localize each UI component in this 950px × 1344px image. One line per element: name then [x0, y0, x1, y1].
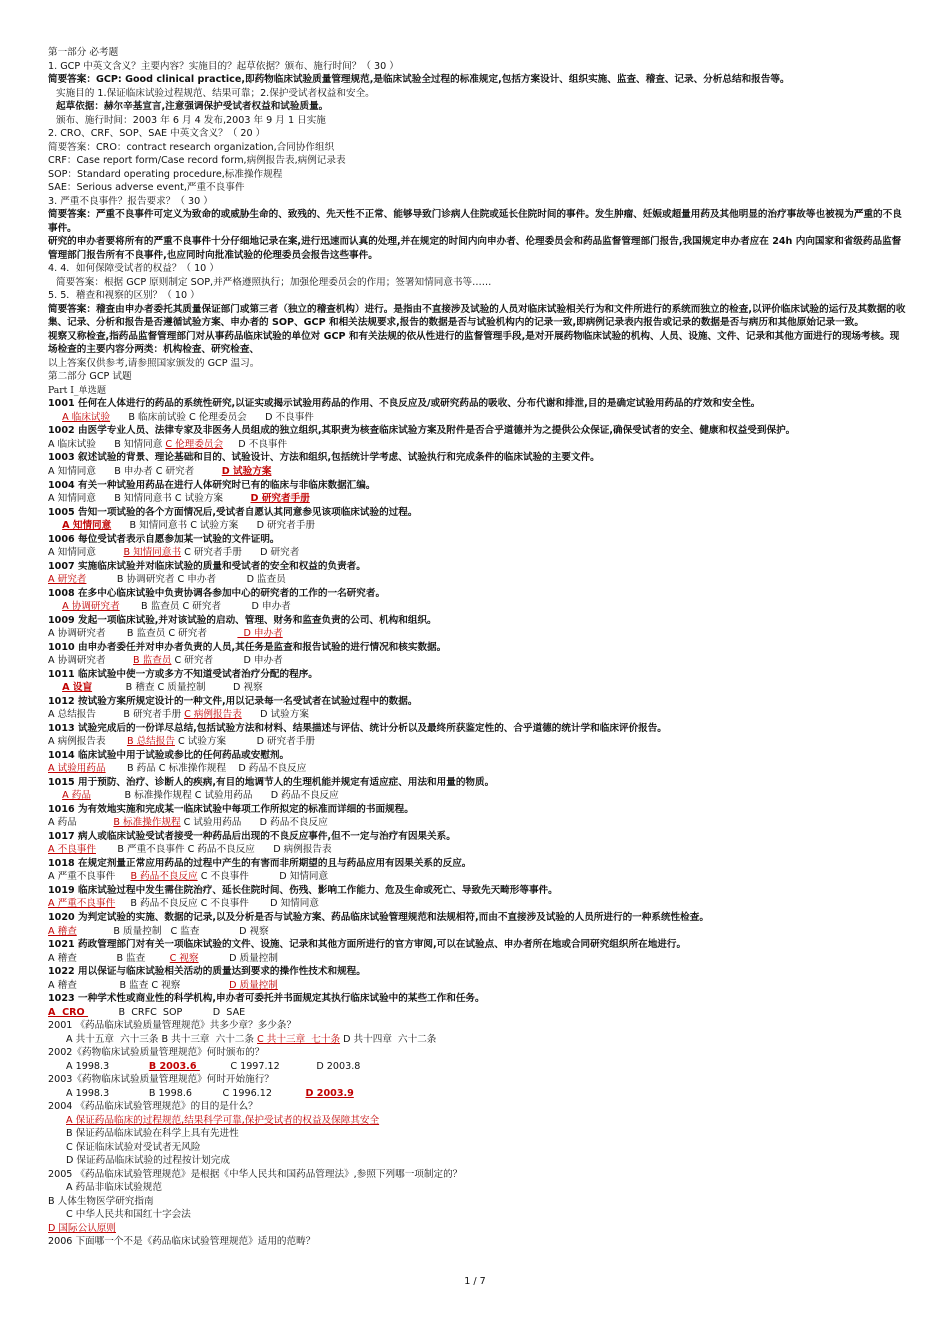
text-line: 2004 《药品临床试验管理规范》的目的是什么？ [48, 1101, 258, 1113]
option-text: A 1998.3 [66, 1060, 149, 1072]
text-line: D 保证药品临床试验的过程按计划完成 [66, 1155, 230, 1167]
answer-highlight: D 研究者手册 [250, 493, 310, 505]
text-line [48, 979, 908, 993]
text-line: 1001 任何在人体进行的药品的系统性研究,以证实或揭示试验用药品的作用、不良反应及/或研究药品的吸收、分布代谢和排泄,目的是确定试验用药品的疗效和安全性。 [48, 398, 761, 410]
text-line [48, 519, 908, 533]
option-text: A 稽查 B 监查 C 视察 [48, 979, 230, 991]
answer-highlight: B 知情同意书 [123, 547, 182, 559]
answer-highlight: B 监查员 [133, 655, 172, 667]
text-line: 1012 按试验方案所规定设计的一种文件,用以记录每一名受试者在试验过程中的数据。 [48, 695, 418, 707]
option-text: B 知情同意书 C 试验方案 D 研究者手册 [111, 520, 316, 532]
option-text: B 稽查 C 质量控制 D 视察 [92, 682, 263, 694]
answer-highlight: C 视察 [169, 952, 199, 964]
option-text: C 不良事件 D 知情同意 [197, 871, 329, 883]
text-line [48, 843, 908, 857]
option-text: A 协调研究者 B 监查员 C 研究者 [48, 628, 238, 640]
option-text: D 质量控制 [198, 952, 278, 964]
option-text: A 临床试验 B 知情同意 [48, 438, 166, 450]
text-line: 1011 临床试验中使一方或多方不知道受试者治疗分配的程序。 [48, 668, 318, 680]
option-text: C 研究者 D 申办者 [171, 655, 283, 667]
option-text: A 病例报告表 [48, 736, 127, 748]
option-text: C 试验用药品 D 药品不良反应 [180, 817, 328, 829]
answer-highlight: C 共十三章 七十条 [257, 1033, 341, 1045]
text-line [48, 627, 908, 641]
text-line: 1021 药政管理部门对有关一项临床试验的文件、设施、记录和其他方面所进行的官方审阅,可以在试验点、申办者所在地或合同研究组织所在地进行。 [48, 939, 687, 951]
answer-highlight: A 协调研究者 [62, 601, 120, 613]
text-line: 2003《药物临床试验质量管理规范》何时开始施行？ [48, 1074, 274, 1086]
text-line [48, 789, 908, 803]
option-text: B 严重不良事件 C 药品不良反应 D 病例报告表 [96, 844, 332, 856]
text-line: 颁布、施行时间：2003 年 6 月 4 发布,2003 年 9 月 1 日实施 [56, 114, 326, 126]
option-text: A 稽查 B 监查 [48, 952, 170, 964]
text-line: 1019 临床试验过程中发生需住院治疗、延长住院时间、伤残、影响工作能力、危及生命或死亡、导致先天畸形等事件。 [48, 884, 558, 896]
text-line: 简要答案：稽查由申办者委托其质量保证部门或第三者（独立的稽查机构）进行。是指由不直接涉及试验的人员对临床试验相关行为和文件所进行的系统而独立的检查,以评价临床试验的运行及其数据的收集、记录、分析和报告是否遵循试验方案、申办者的 SOP、GCP 和相关法规要求,报告的数据是否与试验机构内的记录一致,即病例记录表内报告或记录的数据是否与病历和其他原始记录一致。 [48, 303, 906, 329]
option-text: A 知情同意 [48, 547, 124, 559]
option-text: B 药品 C 标准操作规程 D 药品不良反应 [105, 763, 307, 775]
text-line [48, 411, 908, 425]
text-line [48, 870, 908, 884]
text-line: 2005 《药品临床试验管理规范》是根据《中华人民共和国药品管理法》,参照下列哪一项制定的？ [48, 1168, 463, 1180]
answer-highlight: A 严重不良事件 [48, 898, 116, 910]
text-line [48, 492, 908, 506]
text-line [48, 1222, 908, 1236]
answer-highlight: A 稽查 [48, 925, 77, 937]
text-line: 1009 发起一项临床试验,并对该试验的启动、管理、财务和监查负责的公司、机构和组织。 [48, 614, 437, 626]
text-line [48, 465, 908, 479]
option-text: A 共十五章 六十三条 B 共十三章 六十二条 [66, 1033, 258, 1045]
option-text: B 临床前试验 C 伦理委员会 D 不良事件 [110, 411, 314, 423]
option-text: D 试验方案 [241, 709, 309, 721]
page-number: 1 / 7 [464, 1276, 486, 1287]
answer-highlight: C 病例报告表 [184, 709, 242, 721]
answer-highlight: D 国际公认原则 [48, 1222, 116, 1234]
text-line: 1006 每位受试者表示自愿参加某一试验的文件证明。 [48, 533, 280, 545]
text-line: 5. 5．稽查和视察的区别？（ 10 ） [48, 290, 200, 302]
answer-highlight: A CRO [48, 1006, 89, 1018]
text-line [48, 762, 908, 776]
text-line: 视察又称检查,指药品监督管理部门对从事药品临床试验的单位对 GCP 和有关法规的依从性进行的监督管理手段,是对开展药物临床试验的机构、人员、设施、文件、记录和其他方面进行的现场考核。现场检查的主要内容分两类：机构检查、研究检查、 [48, 330, 900, 356]
text-line: 简要答案：GCP: Good clinical practice,即药物临床试验质量管理规范,是临床试验全过程的标准规定,包括方案设计、组织实施、监查、稽查、记录、分析总结和报告等。 [48, 74, 790, 86]
option-text: A 严重不良事件 [48, 871, 131, 883]
text-line: 第一部分 必考题 [48, 47, 119, 58]
text-line [48, 546, 908, 560]
text-line: 1018 在规定剂量正常应用药品的过程中产生的有害而非所期望的且与药品应用有因果关系的反应。 [48, 857, 472, 869]
text-line: A 药品非临床试验规范 [66, 1182, 162, 1194]
text-line [48, 600, 908, 614]
text-line: Part I_单选题 [48, 384, 107, 396]
text-line [48, 1006, 908, 1020]
option-text: D 不良事件 [223, 438, 288, 450]
option-text: C 试验方案 D 研究者手册 [174, 736, 316, 748]
text-line: 实施目的 1.保证临床试验过程规范、结果可靠；2.保护受试者权益和安全。 [56, 87, 375, 99]
text-line: 1010 由申办者委任并对申办者负责的人员,其任务是监查和报告试验的进行情况和核实数据。 [48, 641, 447, 653]
text-line: C 中华人民共和国红十字会法 [66, 1209, 191, 1221]
text-line: 简要答案：CRO：contract research organization,合同协作组织 [48, 141, 335, 153]
option-text: B 标准操作规程 C 试验用药品 D 药品不良反应 [90, 790, 339, 802]
text-line: SOP：Standard operating procedure,标准操作规程 [48, 168, 283, 180]
text-line [48, 1087, 908, 1101]
text-line [48, 654, 908, 668]
option-text: A 知情同意 B 申办者 C 研究者 [48, 465, 222, 477]
option-text: A 药品 [48, 817, 114, 829]
text-line: 1007 实施临床试验并对临床试验的质量和受试者的安全和权益的负责者。 [48, 560, 366, 572]
option-text: A 知情同意 B 知情同意书 C 试验方案 [48, 493, 251, 505]
option-text: B 协调研究者 C 申办者 D 监查员 [86, 574, 286, 586]
text-line: 1013 试验完成后的一份详尽总结,包括试验方法和材料、结果描述与评估、统计分析以及最终所获鉴定性的、合乎道德的统计学和临床评价报告。 [48, 722, 667, 734]
option-text: B 药品不良反应 C 不良事件 D 知情同意 [115, 898, 319, 910]
text-line [48, 1033, 908, 1047]
option-text: C 1997.12 D 2003.8 [199, 1060, 361, 1072]
text-line: 2. CRO、CRF、SOP、SAE 中英文含义？（ 20 ） [48, 128, 266, 140]
text-line: 1014 临床试验中用于试验或参比的任何药品或安慰剂。 [48, 749, 290, 761]
text-line: 1017 病人或临床试验受试者接受一种药品后出现的不良反应事件,但不一定与治疗有因果关系。 [48, 830, 456, 842]
text-line [48, 897, 908, 911]
text-line: 1003 叙述试验的背景、理论基础和目的、试验设计、方法和组织,包括统计学考虑、试验执行和完成条件的临床试验的主要文件。 [48, 452, 600, 464]
text-line: 简要答案：严重不良事件可定义为致命的或威胁生命的、致残的、先天性不正常、能够导致门诊病人住院或延长住院时间的事件。发生肿瘤、妊娠或超量用药及其他明显的治疗事故等也被视为严重的不良事件。 [48, 209, 902, 234]
text-line [48, 735, 908, 749]
text-line: CRF：Case report form/Case record form,病例报告表,病例记录表 [48, 155, 346, 167]
text-line: 1005 告知一项试验的各个方面情况后,受试者自愿认其同意参见该项临床试验的过程。 [48, 506, 418, 518]
text-line: B 保证药品临床试验在科学上具有先进性 [66, 1128, 239, 1140]
answer-highlight: B 总结报告 [126, 736, 175, 748]
text-line: 1008 在多中心临床试验中负责协调各参加中心的研究者的工作的一名研究者。 [48, 587, 386, 599]
text-line: B 人体生物医学研究指南 [48, 1195, 154, 1207]
text-line: 4. 4．如何保障受试者的权益？（ 10 ） [48, 263, 219, 275]
answer-highlight: B 药品不良反应 [130, 871, 198, 883]
text-line: 以上答案仅供参考,请参照国家颁发的 GCP 温习。 [48, 357, 260, 369]
option-text: C 研究者手册 D 研究者 [181, 547, 300, 559]
text-line: 1015 用于预防、治疗、诊断人的疾病,有目的地调节人的生理机能并规定有适应症、用法和用量的物质。 [48, 776, 495, 788]
text-line [48, 681, 908, 695]
text-line [48, 816, 908, 830]
text-line: 1023 一种学术性或商业性的科学机构,申办者可委托并书面规定其执行临床试验中的某些工作和任务。 [48, 993, 485, 1005]
option-text: D 共十四章 六十二条 [340, 1033, 437, 1045]
answer-highlight: B 2003.6 [148, 1060, 200, 1072]
text-line: 2002《药物临床试验质量管理规范》何时颁布的？ [48, 1047, 265, 1059]
text-line [48, 1114, 908, 1128]
text-line: 第二部分 GCP 试题 [48, 371, 132, 383]
text-line [48, 952, 908, 966]
text-line: 研究的申办者要将所有的严重不良事件十分仔细地记录在案,进行迅速而认真的处理,并在规定的时间内向申办者、伦理委员会和药品监督管理部门报告,我国规定申办者应在 24h 内向国家和省级药品监督管理部门报告所有不良事件,也应同时向批准试验的伦理委员会报告这些事件。 [48, 236, 902, 261]
text-line: 1016 为有效地实施和完成某一临床试验中每项工作所拟定的标准而详细的书面规程。 [48, 803, 414, 815]
answer-highlight: A 保证药品临床的过程规范,结果科学可靠,保护受试者的权益及保障其安全 [66, 1114, 380, 1126]
answer-highlight: A 药品 [62, 790, 91, 802]
option-text: A 协调研究者 [48, 655, 134, 667]
text-line: 2006 下面哪一个不是《药品临床试验管理规范》适用的范畴？ [48, 1236, 316, 1248]
option-text: A 1998.3 B 1998.6 C 1996.12 [66, 1087, 306, 1099]
text-line: 简要答案：根据 GCP 原则制定 SOP,并严格遵照执行；加强伦理委员会的作用；签署知情同意书等…… [56, 276, 492, 288]
answer-highlight: D 2003.9 [305, 1087, 354, 1099]
text-line [48, 925, 908, 939]
text-line [48, 573, 908, 587]
answer-highlight: D 质量控制 [229, 979, 278, 991]
answer-highlight: A 设盲 [62, 682, 93, 694]
text-line: 1020 为判定试验的实施、数据的记录,以及分析是否与试验方案、药品临床试验管理规范和法规相符,而由不直接涉及试验的人员所进行的一种系统性检查。 [48, 912, 709, 923]
document-body [48, 46, 908, 1249]
answer-highlight: D 申办者 [237, 628, 283, 640]
text-line: C 保证临床试验对受试者无风险 [66, 1141, 201, 1153]
text-line [48, 1060, 908, 1074]
answer-highlight: D 试验方案 [221, 465, 272, 477]
text-line: 2001 《药品临床试验质量管理规范》共多少章？多少条？ [48, 1020, 297, 1032]
option-text: B CRFC SOP D SAE [88, 1006, 246, 1018]
text-line: 1002 由医学专业人员、法律专家及非医务人员组成的独立组织,其职责为核查临床试验方案及附件是否合乎道德并为之提供公众保证,确保受试者的安全、健康和权益受到保护。 [48, 425, 796, 437]
text-line: 起草依据：赫尔辛基宣言,注意强调保护受试者权益和试验质量。 [56, 101, 329, 113]
text-line [48, 438, 908, 452]
answer-highlight: A 知情同意 [62, 520, 112, 532]
answer-highlight: A 不良事件 [48, 844, 96, 856]
option-text: B 质量控制 C 监查 D 视察 [76, 925, 269, 937]
text-line: 1022 用以保证与临床试验相关活动的质量达到要求的操作性技术和规程。 [48, 966, 366, 978]
option-text: B 监查员 C 研究者 D 申办者 [119, 601, 291, 613]
text-line: 1. GCP 中英文含义？主要内容？实施目的？起草依据？颁布、施行时间？（ 30 ） [48, 60, 399, 72]
text-line: 3. 严重不良事件？报告要求？（ 30 ） [48, 195, 213, 207]
text-line: SAE：Serious adverse event,严重不良事件 [48, 182, 245, 194]
answer-highlight: B 标准操作规程 [113, 817, 181, 829]
answer-highlight: A 试验用药品 [48, 763, 106, 775]
text-line: 1004 有关一种试验用药品在进行人体研究时已有的临床与非临床数据汇编。 [48, 479, 376, 491]
text-line [48, 708, 908, 722]
answer-highlight: A 临床试验 [62, 411, 111, 423]
answer-highlight: A 研究者 [48, 574, 87, 586]
answer-highlight: C 伦理委员会 [165, 438, 224, 450]
option-text: A 总结报告 B 研究者手册 [48, 709, 185, 721]
